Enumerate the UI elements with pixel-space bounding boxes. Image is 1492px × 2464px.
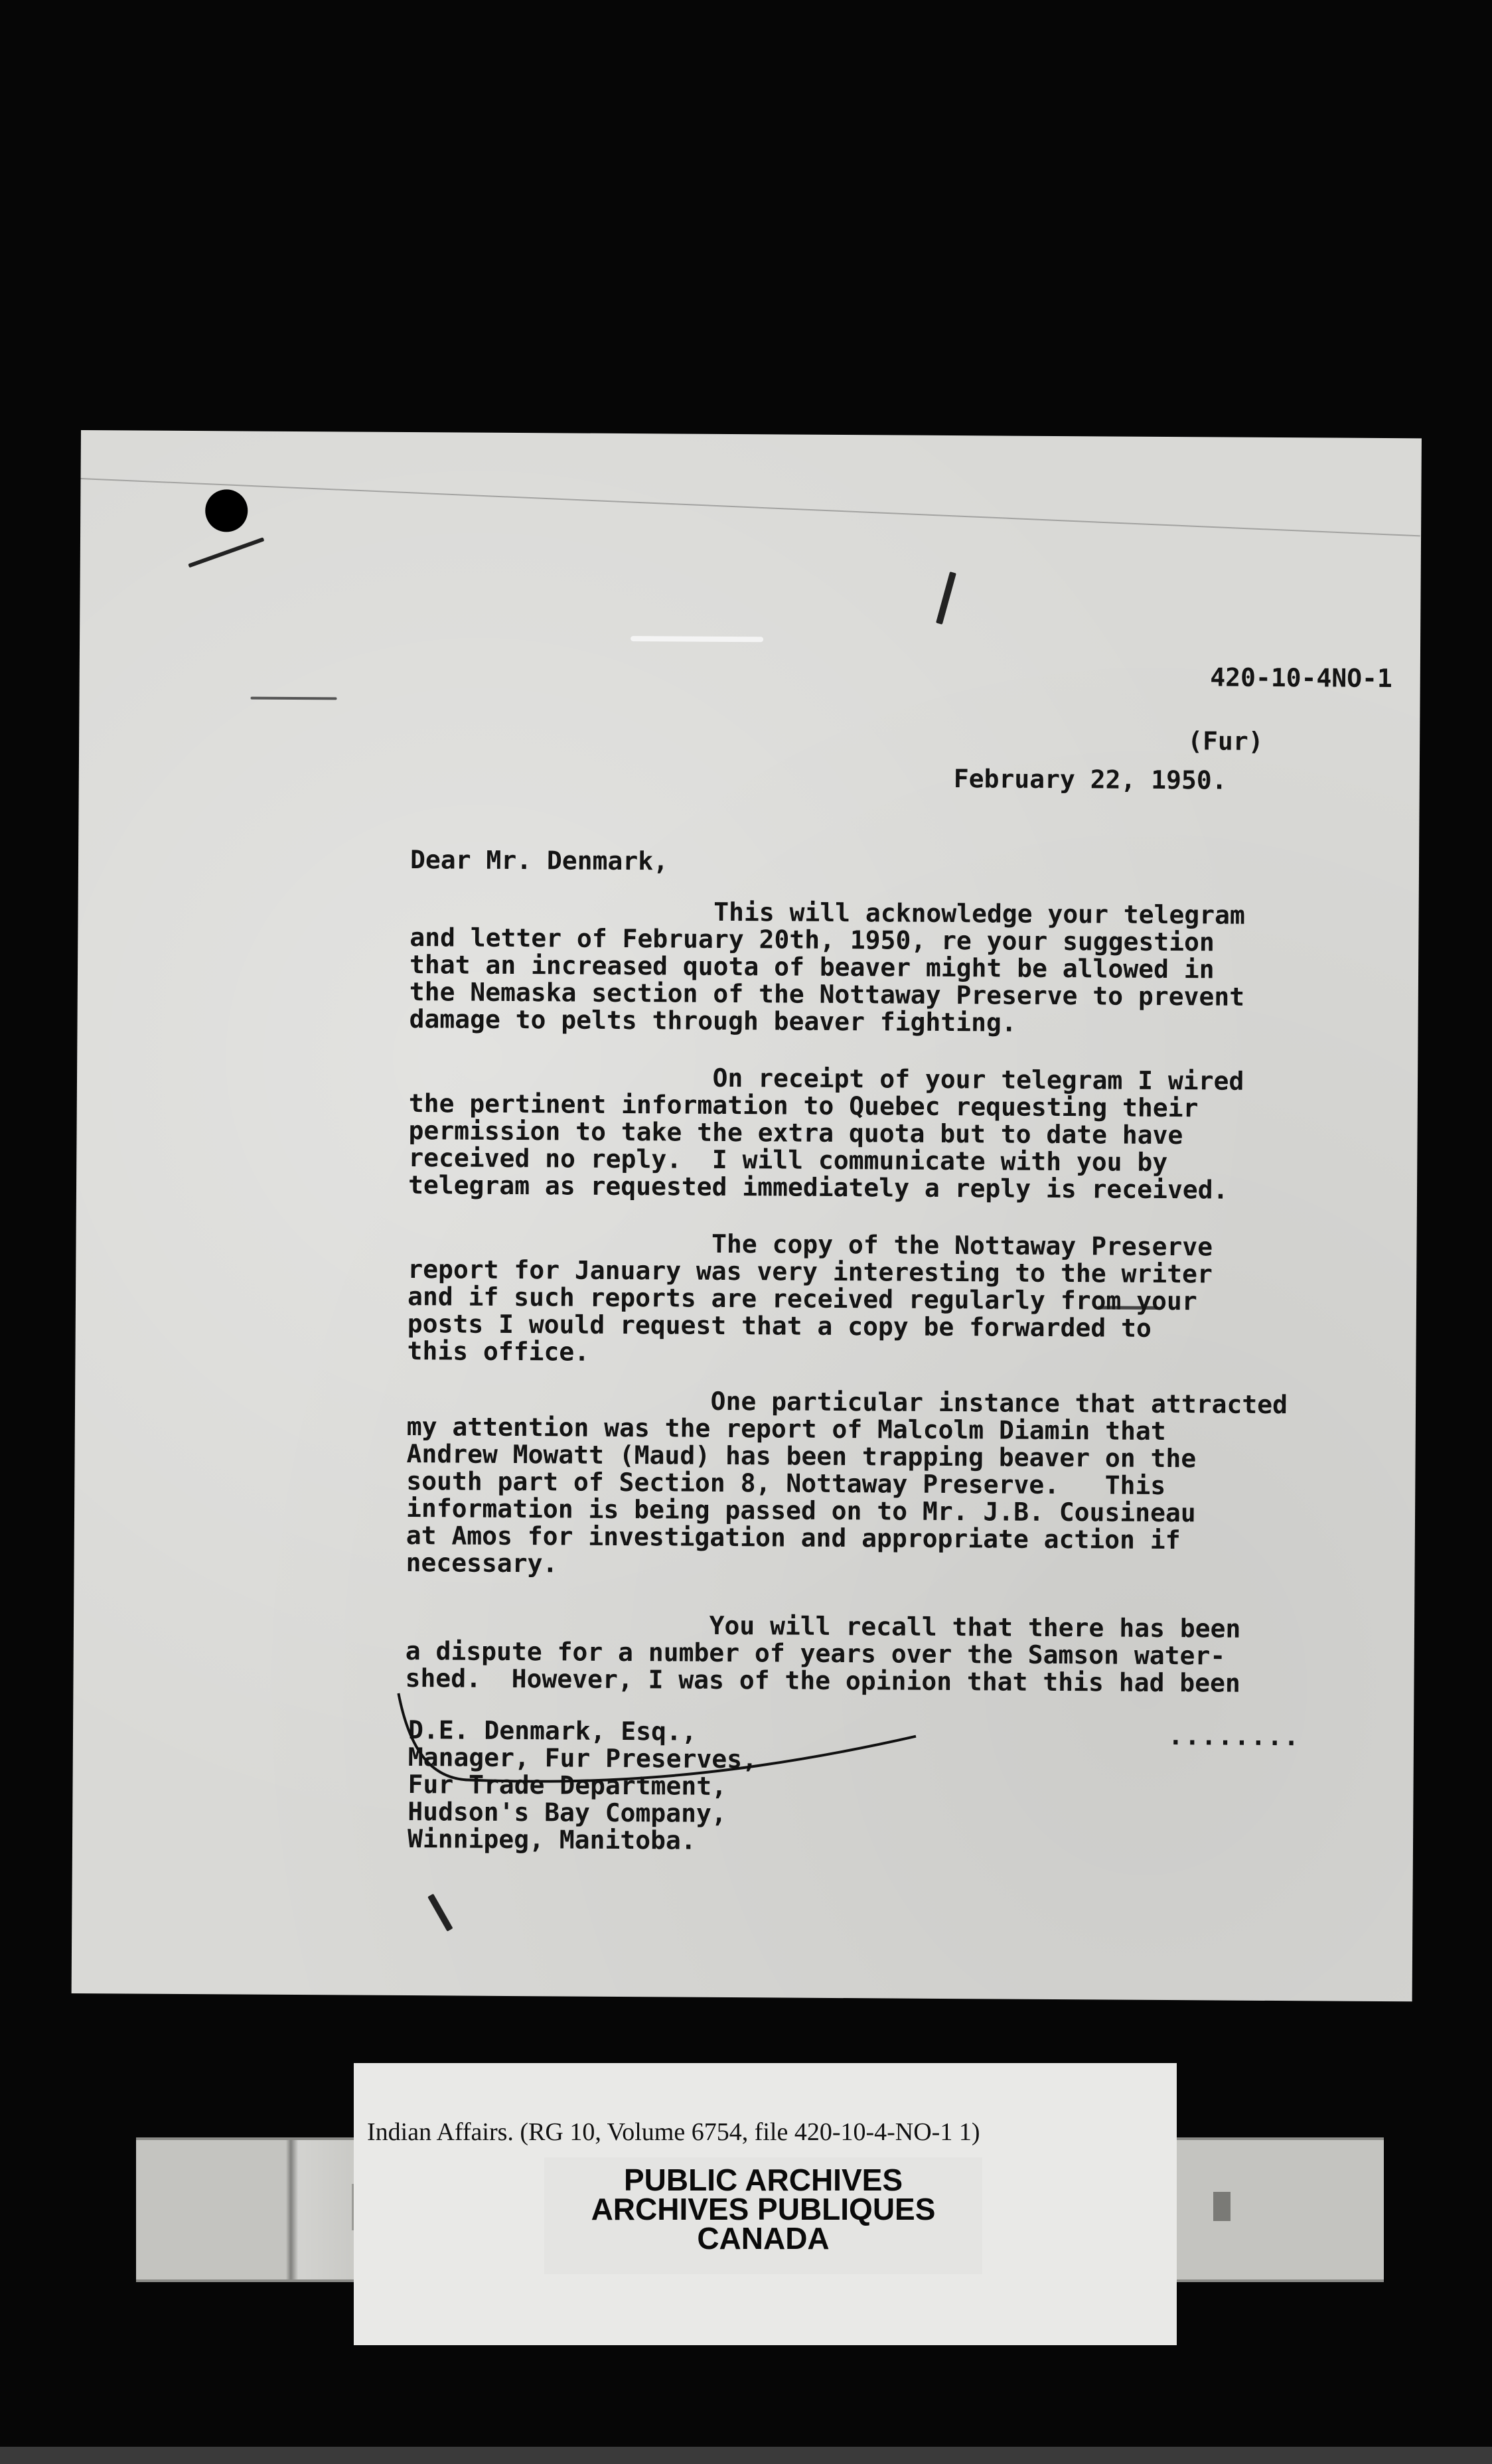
speck-mark bbox=[631, 636, 763, 642]
speck-mark bbox=[188, 537, 264, 568]
letter-date: February 22, 1950. bbox=[953, 764, 1227, 795]
tape-mark bbox=[1213, 2192, 1231, 2221]
paragraph-acknowledgement: This will acknowledge your telegram and letter of February 20th, 1950, re your suggestion that an increased quota of beaver might be allowed in the Nemaska section of the Nottaway Preserve to prevent damage to pelts through beaver fighting. bbox=[409, 895, 1246, 1038]
speck-mark bbox=[936, 572, 956, 625]
file-reference-number: 420-10-4NO-1 bbox=[1210, 662, 1392, 694]
archive-stamp bbox=[558, 2163, 969, 2256]
recipient-address: D.E. Denmark, Esq., Manager, Fur Preserves, Fur Trade Department, Hudson's Bay Company, Winnipeg, Manitoba. bbox=[407, 1715, 758, 1855]
stamp-line-english: PUBLIC ARCHIVES bbox=[624, 2163, 903, 2197]
film-edge bbox=[0, 2447, 1492, 2464]
paragraph-preserve-report: The copy of the Nottaway Preserve report for January was very interesting to the writer and if such reports are received regularly from your posts I would request that a copy be forwarded to this office. bbox=[407, 1227, 1213, 1367]
stamp-line-country: CANADA bbox=[697, 2221, 830, 2256]
paragraph-samson-dispute: You will recall that there has been a dispute for a number of years over the Samson water- shed. However, I was of the opinion that this had been bbox=[405, 1609, 1241, 1698]
punch-hole bbox=[205, 489, 248, 532]
paragraph-trapping-instance: One particular instance that attracted my attention was the report of Malcolm Diamin that Andrew Mowatt (Maud) has been trapping beaver on the south part of Section 8, Nottaway Preserve. This information is being passed on to Mr. J.B. Cousineau at Amos for investigation and appropriate action if necessary. bbox=[406, 1385, 1288, 1579]
letter-page bbox=[72, 430, 1422, 2001]
paragraph-quebec-request: On receipt of your telegram I wired the pertinent information to Quebec requesting their permission to take the extra quota but to date have received no reply. I will communicate with you by telegram as requested immediately a reply is received. bbox=[408, 1061, 1244, 1205]
salutation: Dear Mr. Denmark, bbox=[410, 845, 669, 876]
continuation-dots: ........ bbox=[1167, 1721, 1301, 1752]
archive-citation: Indian Affairs. (RG 10, Volume 6754, file 420-10-4-NO-1 1) bbox=[367, 2118, 980, 2146]
fold-line bbox=[81, 478, 1420, 536]
pen-strike-mark bbox=[384, 1680, 969, 1843]
speck-mark bbox=[251, 697, 337, 700]
speck-mark bbox=[427, 1894, 453, 1932]
file-reference-category: (Fur) bbox=[1187, 726, 1264, 756]
stamp-line-french: ARCHIVES PUBLIQUES bbox=[591, 2192, 936, 2226]
